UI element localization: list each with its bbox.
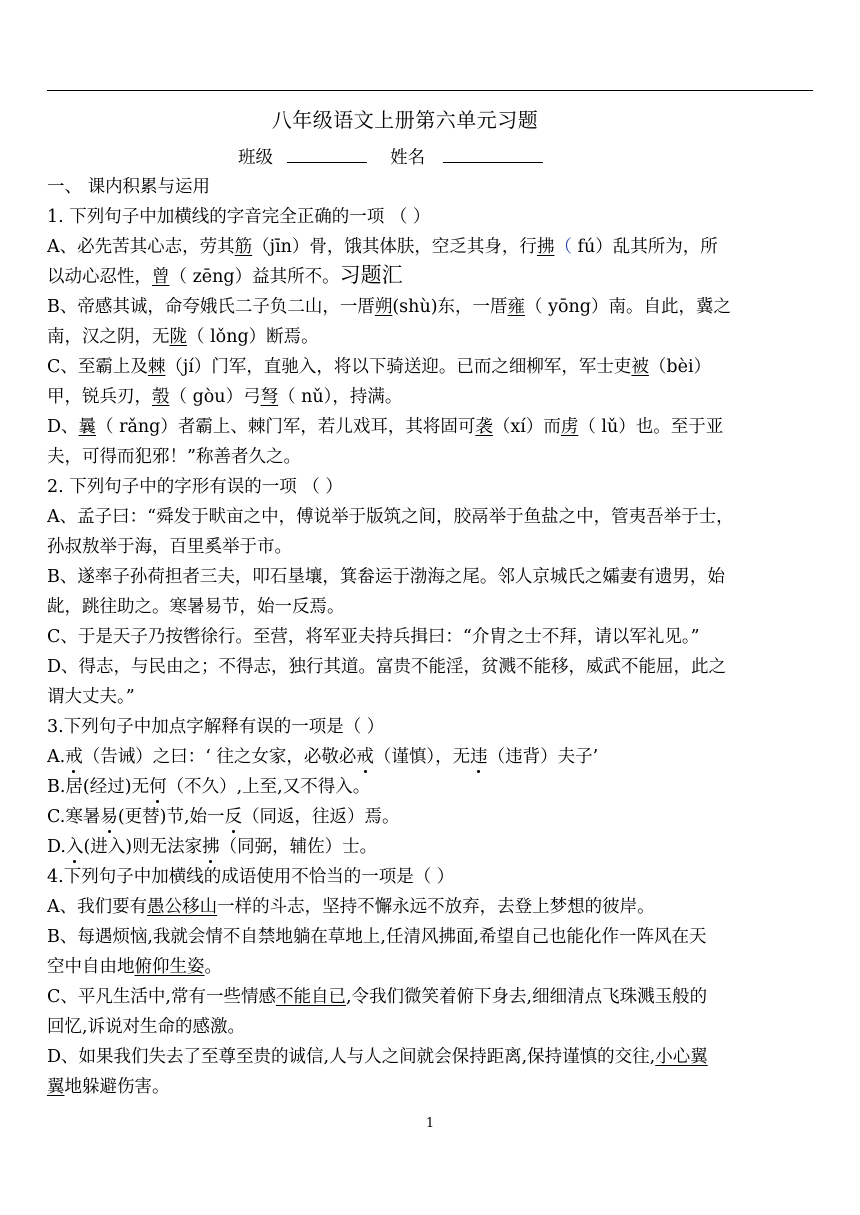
name-blank[interactable] <box>443 146 543 163</box>
q3-option-a: A.戒（告诫）之曰：‘ 往之女家，必敬必戒（谨慎），无违（违背）夫子’ <box>47 747 599 767</box>
question-1-stem: 1. 下列句子中加横线的字音完全正确的一项 （ ） <box>47 207 431 227</box>
q2-option-d-cont: 谓大丈夫。” <box>47 687 135 707</box>
q1-option-d: D、曩（ rǎng）者霸上、棘门军，若儿戏耳，其将固可袭（xí）而虏（ lǔ）也。至于亚 <box>47 417 724 437</box>
q4-option-a: A、我们要有愚公移山一样的斗志，坚持不懈永远不放弃，去登上梦想的彼岸。 <box>47 897 655 917</box>
watermark-text: 习题汇 <box>339 263 403 287</box>
q1-option-b: B、帝感其诚，命夸娥氏二子负二山，一厝朔(shù)东，一厝雍（ yōng）南。自此，冀之 <box>47 297 732 317</box>
q1-option-c-cont: 甲，锐兵刃，彀（ gòu）弓弩（ nǔ），持满。 <box>47 387 403 407</box>
q2-option-c: C、于是天子乃按辔徐行。至营，将军亚夫持兵揖曰：“介胄之士不拜，请以军礼见。” <box>47 627 700 647</box>
question-4-stem: 4.下列句子中加横线的成语使用不恰当的一项是（ ） <box>47 867 455 887</box>
info-line <box>238 146 543 169</box>
q3-option-b: B.居(经过)无何（不久）,上至,又不得入。 <box>47 777 371 797</box>
q4-option-b: B、每遇烦恼,我就会情不自禁地躺在草地上,任清风拂面,希望自己也能化作一阵风在天 <box>47 927 707 947</box>
q4-option-c: C、平凡生活中,常有一些情感不能自已,令我们微笑着俯下身去,细细清点飞珠溅玉般的 <box>47 987 708 1007</box>
q3-option-c: C.寒暑易(更替)节,始一反（同返，往返）焉。 <box>47 807 400 827</box>
page-title: 八年级语文上册第六单元习题 <box>271 108 539 132</box>
q2-option-a-cont: 孙叔敖举于海，百里奚举于市。 <box>47 537 292 557</box>
q1-option-c: C、至霸上及棘（jí）门军，直驰入，将以下骑送迎。已而之细柳军，军士吏被（bèi） <box>47 357 712 377</box>
q1-option-a-cont: 以动心忍性，曾（ zēng）益其所不。习题汇 <box>47 263 403 287</box>
page-number: 1 <box>425 1116 435 1131</box>
q4-option-c-cont: 回忆,诉说对生命的感激。 <box>47 1017 246 1037</box>
top-rule <box>47 90 813 91</box>
q1-option-d-cont: 夫，可得而犯邪！”称善者久之。 <box>47 447 301 467</box>
question-2-stem: 2. 下列句子中的字形有误的一项 （ ） <box>47 477 343 497</box>
q1-option-b-cont: 南，汉之阴，无陇（ lǒng）断焉。 <box>47 327 319 347</box>
section-heading: 一、 课内积累与运用 <box>47 177 211 197</box>
q3-option-d: D.入(进入)则无法家拂（同弼，辅佐）士。 <box>47 837 378 857</box>
q4-option-d: D、如果我们失去了至尊至贵的诚信,人与人之间就会保持距离,保持谨慎的交往,小心翼 <box>47 1047 708 1067</box>
q2-option-d: D、得志，与民由之；不得志，独行其道。富贵不能淫，贫溅不能移，威武不能屈，此之 <box>47 657 727 677</box>
class-blank[interactable] <box>287 146 367 163</box>
q2-option-b: B、遂率子孙荷担者三夫，叩石垦壤，箕畚运于渤海之尾。邻人京城氏之孀妻有遗男，始 <box>47 567 725 587</box>
question-3-stem: 3.下列句子中加点字解释有误的一项是（ ） <box>47 717 385 737</box>
q4-option-b-cont: 空中自由地俯仰生姿。 <box>47 957 222 977</box>
class-label: 班级 <box>238 148 273 168</box>
q1-option-a: A、必先苦其心志，劳其筋（jīn）骨，饿其体肤，空乏其身，行拂（ fú）乱其所为，所 <box>47 237 718 257</box>
q2-option-a: A、孟子曰：“舜发于畎亩之中，傅说举于版筑之间，胶鬲举于鱼盐之中，管夷吾举于士， <box>47 507 734 527</box>
q2-option-b-cont: 龀，跳往助之。寒暑易节，始一反焉。 <box>47 597 345 617</box>
q4-option-d-cont: 翼地躲避伤害。 <box>47 1077 170 1097</box>
name-label: 姓名 <box>390 148 426 168</box>
